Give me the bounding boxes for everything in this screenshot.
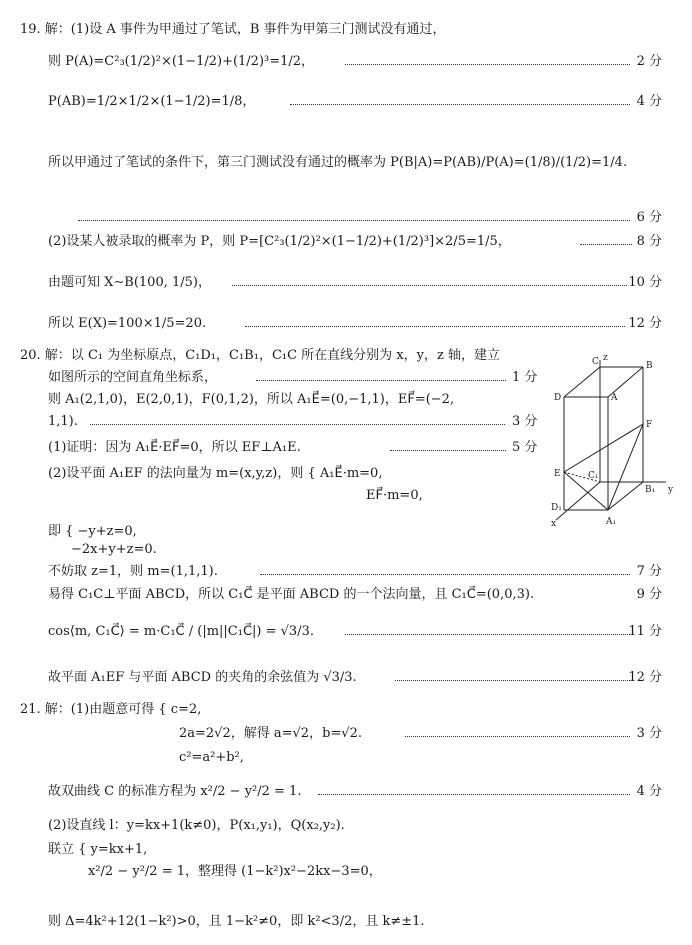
label-d: D [554,393,562,403]
label-a1: A₁ [606,517,617,527]
q21-line-1: 21. 解：(1)由题意可得 { c=2, [20,702,202,717]
score-label: 5 分 [512,440,538,455]
label-e: E [554,469,561,479]
q20-line-7: 即 { −y+z=0, [48,524,137,539]
q20-line-8: 不妨取 z=1，则 m=(1,1,1). [48,564,218,579]
leader-dots [405,736,630,737]
q19-line-6: 由题可知 X∼B(100, 1/5)， [48,275,211,290]
score-label: 1 分 [512,370,538,385]
segment-a1f [608,424,643,510]
score-label: 3 分 [512,414,538,429]
label-x: x [551,519,557,527]
q19-line-2: 则 P(A)=C²₃(1/2)²×(1−1/2)+(1/2)³=1/2， [48,54,315,69]
q19-line-4: 所以甲通过了笔试的条件下，第三门测试没有通过的概率为 P(B|A)=P(AB)/P(A)=(1/8)/(1/2)=1/4. [48,155,628,170]
q21-line-4: 故双曲线 C 的标准方程为 x²/2 − y²/2 = 1. [48,784,302,799]
label-b1: B₁ [645,485,656,495]
q20-line-1: 20. 解：以 C₁ 为坐标原点，C₁D₁，C₁B₁，C₁C 所在直线分别为 x，y，z 轴，建立 [20,348,500,363]
q19-line-3: P(AB)=1/2×1/2×(1−1/2)=1/8， [48,94,256,109]
score-label: 6 分 [636,210,662,225]
leader-dots [395,680,630,681]
score-label: 9 分 [636,587,662,602]
label-z: z [603,353,608,363]
score-label: 4 分 [636,784,662,799]
q21-line-3: c²=a²+b², [179,750,244,765]
label-d1: D₁ [551,503,562,513]
label-f: F [646,420,653,430]
q20-line-5: (1)证明：因为 A₁E⃗·EF⃗=0，所以 EF⊥A₁E. [48,440,301,455]
leader-dots [90,424,505,425]
q19-line-5: (2)设某人被录取的概率为 P，则 P=[C²₃(1/2)²×(1−1/2)+(1/2)³]×2/5=1/5， [48,234,511,249]
score-label: 2 分 [636,54,662,69]
q20-line-3: 则 A₁(2,1,0)，E(2,0,1)，F(0,1,2)，所以 A₁E⃗=(0,−1,1)，EF⃗=(−2, [48,392,455,407]
q20-line-10: cos⟨m, C₁C⃗⟩ = m·C₁C⃗ / (|m||C₁C⃗|) = √3/3. [48,624,314,639]
leader-dots [78,220,630,221]
q19-line-1: 19. 解：(1)设 A 事件为甲通过了笔试，B 事件为甲第三门测试没有通过， [20,22,446,37]
q21-line-8: 则 Δ=4k²+12(1−k²)>0，且 1−k²≠0，即 k²<3/2，且 k≠±1. [48,914,425,929]
q20-line-11: 故平面 A₁EF 与平面 ABCD 的夹角的余弦值为 √3/3. [48,670,357,685]
leader-dots [318,794,630,795]
q21-line-7: x²/2 − y²/2 = 1，整理得 (1−k²)x²−2kx−3=0， [88,864,382,879]
segment-ef [564,424,643,472]
x-axis-line [556,482,600,520]
q21-line-2: 2a=2√2，解得 a=√2，b=√2. [179,726,362,741]
q20-line-6: (2)设平面 A₁EF 的法向量为 m=(x,y,z)，则 { A₁E⃗·m=0, [48,466,383,481]
score-label: 12 分 [628,670,662,685]
segment-a1e [564,472,608,510]
score-label: 8 分 [636,234,662,249]
q21-line-5: (2)设直线 l：y=kx+1(k≠0)，P(x₁,y₁)，Q(x₂,y₂). [48,818,345,833]
leader-dots [256,380,506,381]
q20-line-4: 1,1). [48,414,78,429]
leader-dots [345,634,630,635]
q21-line-6: 联立 { y=kx+1, [48,842,148,857]
label-a: A [611,393,618,403]
score-label: 11 分 [628,624,662,639]
score-label: 3 分 [636,726,662,741]
q19-line-7: 所以 E(X)=100×1/5=20. [48,316,207,331]
q20-line-2: 如图所示的空间直角坐标系， [48,370,218,385]
score-label: 7 分 [636,564,662,579]
leader-dots [345,64,630,65]
leader-dots [260,574,630,575]
box-edge [564,367,600,397]
label-c1: C₁ [588,471,599,481]
score-label: 12 分 [628,316,662,331]
q20-line-6b: EF⃗·m=0, [366,488,423,503]
leader-dots [290,104,630,105]
leader-dots [390,450,506,451]
score-label: 10 分 [628,275,662,290]
label-c: C [592,357,599,367]
score-label: 4 分 [636,94,662,109]
q20-line-9: 易得 C₁C⊥平面 ABCD，所以 C₁C⃗ 是平面 ABCD 的一个法向量，且 C₁C⃗=(0,0,3). [48,587,535,602]
label-b: B [646,361,653,371]
leader-dots [232,285,627,286]
q20-line-7b: −2x+y+z=0. [71,542,157,557]
leader-dots [245,326,625,327]
label-y: y [668,485,674,495]
coordinate-box-figure [548,352,678,527]
